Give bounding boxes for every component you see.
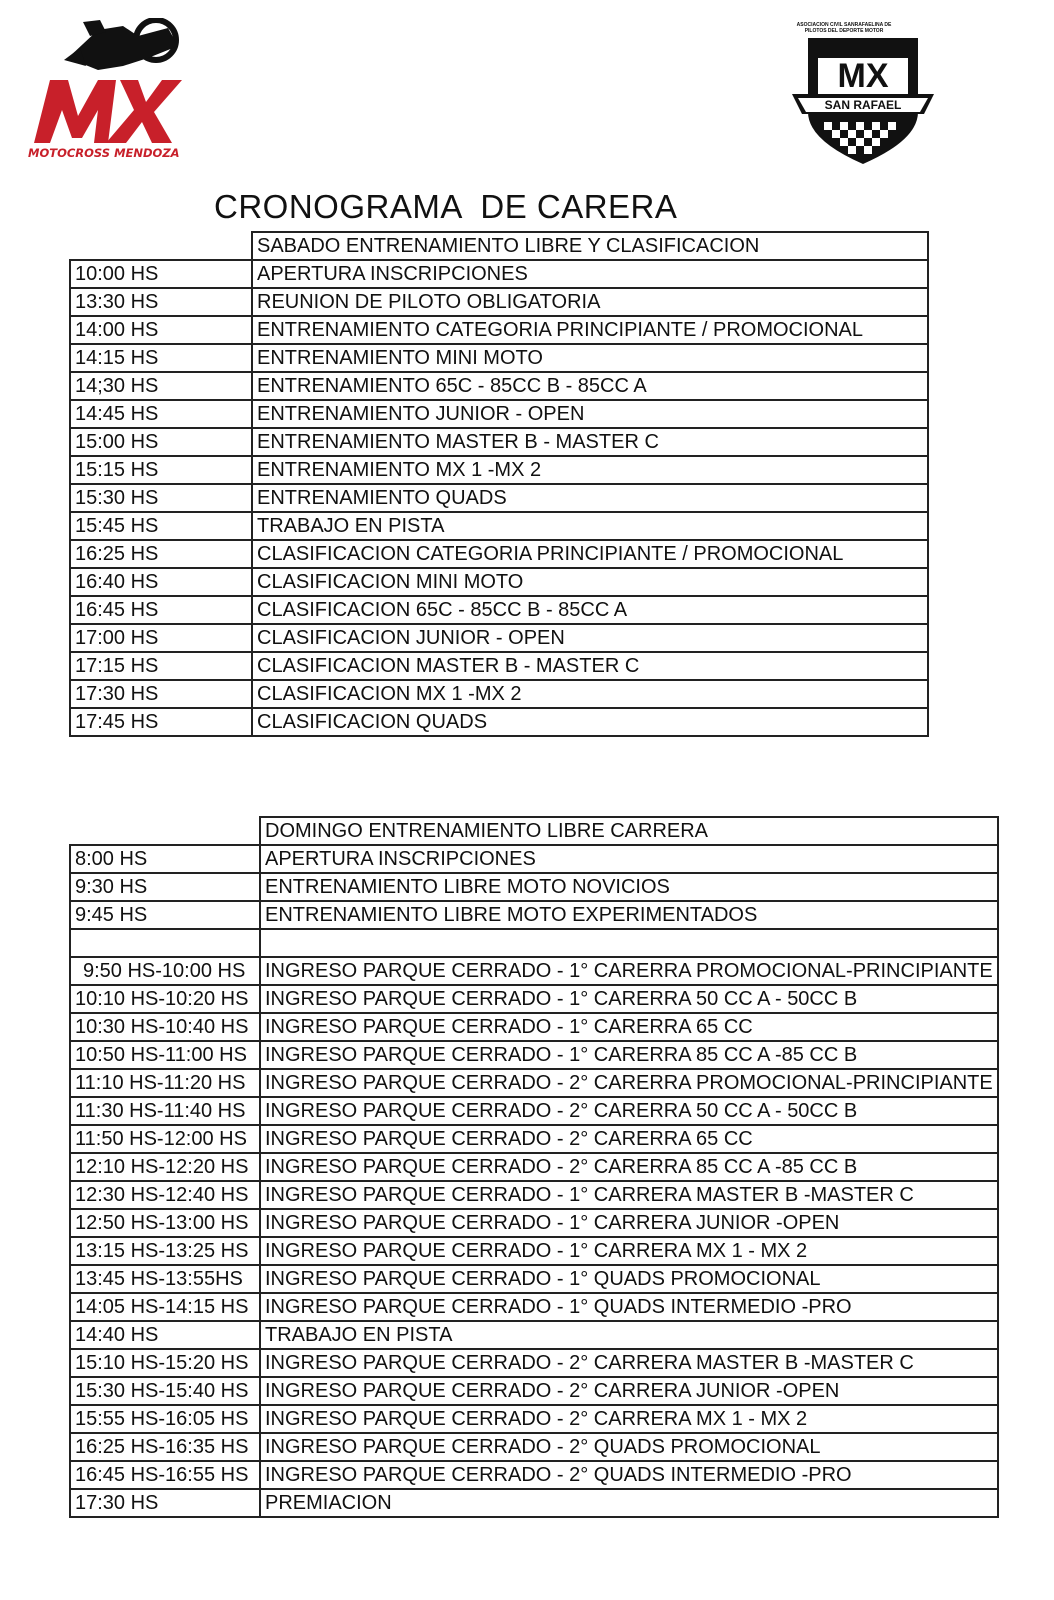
description-cell [260, 929, 998, 957]
description-cell: ENTRENAMIENTO 65C - 85CC B - 85CC A [252, 372, 928, 400]
time-cell: 14:15 HS [70, 344, 252, 372]
description-cell: INGRESO PARQUE CERRADO - 2° QUADS INTERMEDIO -PRO [260, 1461, 998, 1489]
logo-right-letters: MX [837, 57, 889, 95]
table-row [70, 540, 928, 568]
table-row [70, 1013, 998, 1041]
table-row [70, 316, 928, 344]
description-cell: ENTRENAMIENTO MINI MOTO [252, 344, 928, 372]
time-cell: 17:15 HS [70, 652, 252, 680]
time-cell: 16:40 HS [70, 568, 252, 596]
description-cell: CLASIFICACION 65C - 85CC B - 85CC A [252, 596, 928, 624]
description-cell: INGRESO PARQUE CERRADO - 1° CARERRA 50 CC A - 50CC B [260, 985, 998, 1013]
table-row [70, 596, 928, 624]
description-cell: INGRESO PARQUE CERRADO - 1° CARRERA MASTER B -MASTER C [260, 1181, 998, 1209]
time-cell: 15:30 HS [70, 484, 252, 512]
time-cell: 11:30 HS-11:40 HS [70, 1097, 260, 1125]
time-cell: 10:50 HS-11:00 HS [70, 1041, 260, 1069]
table-row [70, 1209, 998, 1237]
mx-san-rafael-logo [788, 22, 938, 172]
table-row [70, 1041, 998, 1069]
sunday-header: DOMINGO ENTRENAMIENTO LIBRE CARRERA [260, 817, 998, 845]
description-cell: APERTURA INSCRIPCIONES [260, 845, 998, 873]
time-cell: 10:10 HS-10:20 HS [70, 985, 260, 1013]
time-cell: 9:30 HS [70, 873, 260, 901]
description-cell: INGRESO PARQUE CERRADO - 1° CARRERA MX 1 - MX 2 [260, 1237, 998, 1265]
time-cell: 15:55 HS-16:05 HS [70, 1405, 260, 1433]
description-cell: INGRESO PARQUE CERRADO - 1° CARERRA 65 CC [260, 1013, 998, 1041]
time-cell: 14:05 HS-14:15 HS [70, 1293, 260, 1321]
description-cell: INGRESO PARQUE CERRADO - 2° CARERRA PROMOCIONAL-PRINCIPIANTE [260, 1069, 998, 1097]
saturday-schedule-table [69, 231, 929, 737]
table-row [70, 901, 998, 929]
description-cell: INGRESO PARQUE CERRADO - 2° CARRERA MASTER B -MASTER C [260, 1349, 998, 1377]
description-cell: CLASIFICACION MINI MOTO [252, 568, 928, 596]
description-cell: INGRESO PARQUE CERRADO - 2° CARRERA MX 1 - MX 2 [260, 1405, 998, 1433]
table-row [70, 288, 928, 316]
description-cell: ENTRENAMIENTO MASTER B - MASTER C [252, 428, 928, 456]
time-cell: 15:00 HS [70, 428, 252, 456]
table-row [70, 1321, 998, 1349]
saturday-header-row [70, 232, 928, 260]
table-row [70, 845, 998, 873]
time-cell: 13:30 HS [70, 288, 252, 316]
page-title: CRONOGRAMA DE CARERA [214, 188, 678, 225]
description-cell: TRABAJO EN PISTA [260, 1321, 998, 1349]
description-cell: ENTRENAMIENTO JUNIOR - OPEN [252, 400, 928, 428]
description-cell: ENTRENAMIENTO MX 1 -MX 2 [252, 456, 928, 484]
description-cell: INGRESO PARQUE CERRADO - 2° QUADS PROMOCIONAL [260, 1433, 998, 1461]
table-row [70, 260, 928, 288]
table-row [70, 873, 998, 901]
table-row [70, 484, 928, 512]
table-row [70, 1181, 998, 1209]
motocross-mendoza-logo [28, 18, 188, 168]
saturday-header: SABADO ENTRENAMIENTO LIBRE Y CLASIFICACION [252, 232, 928, 260]
table-row [70, 456, 928, 484]
time-cell [70, 929, 260, 957]
description-cell: PREMIACION [260, 1489, 998, 1517]
table-row [70, 1489, 998, 1517]
description-cell: INGRESO PARQUE CERRADO - 2° CARERRA 65 CC [260, 1125, 998, 1153]
table-row [70, 680, 928, 708]
description-cell: APERTURA INSCRIPCIONES [252, 260, 928, 288]
description-cell: ENTRENAMIENTO CATEGORIA PRINCIPIANTE / PROMOCIONAL [252, 316, 928, 344]
description-cell: INGRESO PARQUE CERRADO - 2° CARERRA 85 CC A -85 CC B [260, 1153, 998, 1181]
table-row [70, 512, 928, 540]
description-cell: ENTRENAMIENTO QUADS [252, 484, 928, 512]
time-cell: 15:15 HS [70, 456, 252, 484]
time-cell: 16:25 HS [70, 540, 252, 568]
table-row [70, 1069, 998, 1097]
time-cell: 15:45 HS [70, 512, 252, 540]
time-cell: 16:45 HS-16:55 HS [70, 1461, 260, 1489]
sunday-header-row [70, 817, 998, 845]
table-row [70, 1097, 998, 1125]
time-cell: 11:50 HS-12:00 HS [70, 1125, 260, 1153]
time-cell: 17:30 HS [70, 1489, 260, 1517]
time-cell: 10:30 HS-10:40 HS [70, 1013, 260, 1041]
sunday-schedule-table [69, 816, 999, 1518]
time-cell: 14:40 HS [70, 1321, 260, 1349]
description-cell: INGRESO PARQUE CERRADO - 2° CARRERA JUNIOR -OPEN [260, 1377, 998, 1405]
time-cell: 17:00 HS [70, 624, 252, 652]
time-cell: 14:45 HS [70, 400, 252, 428]
table-row [70, 708, 928, 736]
table-row [70, 568, 928, 596]
description-cell: INGRESO PARQUE CERRADO - 1° QUADS PROMOCIONAL [260, 1265, 998, 1293]
time-cell: 15:10 HS-15:20 HS [70, 1349, 260, 1377]
time-cell: 16:25 HS-16:35 HS [70, 1433, 260, 1461]
time-cell: 9:45 HS [70, 901, 260, 929]
description-cell: INGRESO PARQUE CERRADO - 1° CARERRA 85 CC A -85 CC B [260, 1041, 998, 1069]
description-cell: CLASIFICACION QUADS [252, 708, 928, 736]
table-row [70, 624, 928, 652]
time-cell: 8:00 HS [70, 845, 260, 873]
time-cell: 15:30 HS-15:40 HS [70, 1377, 260, 1405]
table-row [70, 1293, 998, 1321]
time-cell: 16:45 HS [70, 596, 252, 624]
time-cell: 14:00 HS [70, 316, 252, 344]
table-row [70, 1349, 998, 1377]
table-row [70, 1125, 998, 1153]
description-cell: INGRESO PARQUE CERRADO - 1° QUADS INTERMEDIO -PRO [260, 1293, 998, 1321]
table-row [70, 652, 928, 680]
description-cell: ENTRENAMIENTO LIBRE MOTO NOVICIOS [260, 873, 998, 901]
time-cell: 12:10 HS-12:20 HS [70, 1153, 260, 1181]
time-cell: 14;30 HS [70, 372, 252, 400]
table-row [70, 1433, 998, 1461]
description-cell: REUNION DE PILOTO OBLIGATORIA [252, 288, 928, 316]
description-cell: CLASIFICACION JUNIOR - OPEN [252, 624, 928, 652]
blank-cell [70, 817, 260, 845]
blank-cell [70, 232, 252, 260]
table-row [70, 1377, 998, 1405]
description-cell: CLASIFICACION MASTER B - MASTER C [252, 652, 928, 680]
description-cell: CLASIFICACION MX 1 -MX 2 [252, 680, 928, 708]
time-cell: 13:45 HS-13:55HS [70, 1265, 260, 1293]
logo-right-banner: SAN RAFAEL [824, 98, 902, 112]
table-row [70, 1153, 998, 1181]
table-row [70, 1265, 998, 1293]
time-cell: 17:30 HS [70, 680, 252, 708]
time-cell: 10:00 HS [70, 260, 252, 288]
time-cell: 9:50 HS-10:00 HS [70, 957, 260, 985]
time-cell: 12:50 HS-13:00 HS [70, 1209, 260, 1237]
description-cell: INGRESO PARQUE CERRADO - 2° CARERRA 50 CC A - 50CC B [260, 1097, 998, 1125]
table-row [70, 400, 928, 428]
logo-right-top-text: ASOCIACION CIVIL SANRAFAELINA DE PILOTOS DEL DEPORTE MOTOR [796, 22, 892, 34]
time-cell: 11:10 HS-11:20 HS [70, 1069, 260, 1097]
time-cell: 12:30 HS-12:40 HS [70, 1181, 260, 1209]
time-cell: 17:45 HS [70, 708, 252, 736]
table-row [70, 985, 998, 1013]
description-cell: TRABAJO EN PISTA [252, 512, 928, 540]
description-cell: INGRESO PARQUE CERRADO - 1° CARRERA JUNIOR -OPEN [260, 1209, 998, 1237]
table-row [70, 372, 928, 400]
table-row [70, 929, 998, 957]
logo-left-caption: MOTOCROSS MENDOZA [28, 146, 180, 160]
table-row [70, 1461, 998, 1489]
table-row [70, 428, 928, 456]
description-cell: ENTRENAMIENTO LIBRE MOTO EXPERIMENTADOS [260, 901, 998, 929]
description-cell: INGRESO PARQUE CERRADO - 1° CARERRA PROMOCIONAL-PRINCIPIANTE [260, 957, 998, 985]
table-row [70, 1237, 998, 1265]
table-row [70, 1405, 998, 1433]
time-cell: 13:15 HS-13:25 HS [70, 1237, 260, 1265]
table-row [70, 344, 928, 372]
description-cell: CLASIFICACION CATEGORIA PRINCIPIANTE / PROMOCIONAL [252, 540, 928, 568]
table-row [70, 957, 998, 985]
